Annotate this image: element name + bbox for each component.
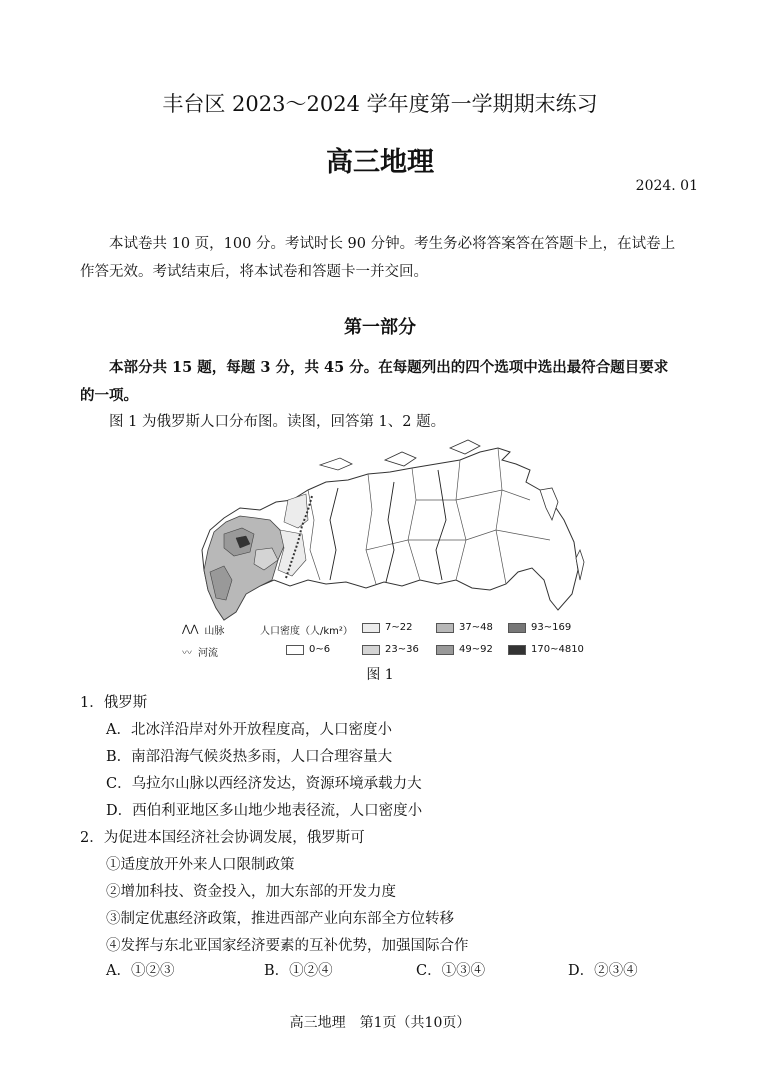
question-2-statement-4: ④发挥与东北亚国家经济要素的互补优势，加强国际合作 <box>106 938 469 954</box>
legend-class <box>436 644 493 655</box>
arctic-island <box>320 458 352 470</box>
legend-river <box>182 644 218 659</box>
legend-mountain-label: 山脉 <box>204 626 225 637</box>
legend-swatch <box>436 623 454 633</box>
question-2-stem: 2．为促进本国经济社会协调发展，俄罗斯可 <box>80 830 365 846</box>
legend-swatch <box>362 645 380 655</box>
legend-swatch <box>508 623 526 633</box>
question-2-statement-1: ①适度放开外来人口限制政策 <box>106 857 295 873</box>
exam-date: 2024. 01 <box>635 178 698 194</box>
legend-class <box>508 622 571 633</box>
legend-class-label: 49~92 <box>459 644 493 655</box>
legend-swatch <box>508 645 526 655</box>
question-2-choice-c: C．①③④ <box>416 963 486 979</box>
arctic-island <box>385 452 416 466</box>
question-1-option-c: C．乌拉尔山脉以西经济发达，资源环境承载力大 <box>106 776 422 792</box>
legend-class <box>508 644 584 655</box>
figure-intro: 图 1 为俄罗斯人口分布图。读图，回答第 1、2 题。 <box>109 414 446 430</box>
legend-class-label: 0~6 <box>309 644 331 655</box>
map-svg <box>180 430 600 625</box>
question-1-option-d: D．西伯利亚地区多山地少地表径流，人口密度小 <box>106 803 423 819</box>
question-1-stem: 1．俄罗斯 <box>80 695 148 711</box>
legend-class-label: 37~48 <box>459 622 493 633</box>
sakhalin <box>576 550 584 580</box>
legend-density-title: 人口密度（人/km²） <box>260 626 353 637</box>
question-2-choice-d: D．②③④ <box>568 963 638 979</box>
river-symbol-icon: 〰 <box>182 648 192 659</box>
question-2-statement-2: ②增加科技、资金投入，加大东部的开发力度 <box>106 884 396 900</box>
question-2-choice-b: B．①②④ <box>264 963 333 979</box>
legend-mountain <box>182 622 224 637</box>
section-title: 第一部分 <box>344 317 416 338</box>
figure-caption: 图 1 <box>366 667 394 683</box>
page-footer: 高三地理 第1页（共10页） <box>289 1015 471 1031</box>
question-2-statement-3: ③制定优惠经济政策，推进西部产业向东部全方位转移 <box>106 911 454 927</box>
legend-swatch <box>286 645 304 655</box>
legend-class-label: 7~22 <box>385 622 413 633</box>
question-1-option-b: B．南部沿海气候炎热多雨，人口合理容量大 <box>106 749 393 765</box>
legend-class <box>362 622 412 633</box>
legend-class <box>362 644 419 655</box>
legend-swatch <box>362 623 380 633</box>
legend-swatch <box>436 645 454 655</box>
legend-class <box>286 644 330 655</box>
mountain-symbol-icon: ⋀⋀ <box>182 624 199 635</box>
legend-class <box>436 622 493 633</box>
exam-title: 丰台区 2023～2024 学年度第一学期期末练习 <box>162 92 598 116</box>
question-2-choice-a: A．①②③ <box>106 963 175 979</box>
section-intro: 本部分共 15 题，每题 3 分，共 45 分。在每题列出的四个选项中选出最符合题目要求的一项。 <box>80 359 669 404</box>
legend-class-label: 170~4810 <box>531 644 584 655</box>
legend-class-label: 93~169 <box>531 622 572 633</box>
western-region-shade <box>284 494 308 528</box>
legend-river-label: 河流 <box>198 648 218 659</box>
subject-title: 高三地理 <box>326 147 434 178</box>
map-legend <box>182 622 602 662</box>
instructions: 本试卷共 10 页，100 分。考试时长 90 分钟。考生务必将答案答在答题卡上，在试卷上作答无效。考试结束后，将本试卷和答题卡一并交回。 <box>80 236 676 280</box>
question-1-option-a: A．北冰洋沿岸对外开放程度高，人口密度小 <box>106 722 392 738</box>
legend-class-label: 23~36 <box>385 644 419 655</box>
arctic-island <box>450 440 480 454</box>
